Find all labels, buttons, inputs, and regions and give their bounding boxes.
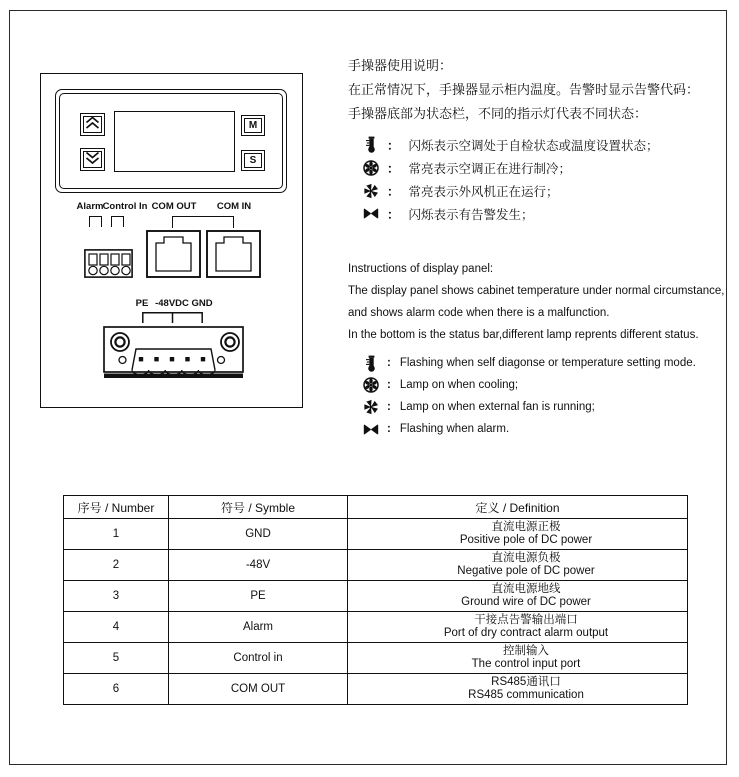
en-line-1: The display panel shows cabinet temperature under normal circumstance, (348, 285, 725, 297)
table-row (64, 674, 688, 705)
cell-definition (348, 581, 688, 612)
alarm-icon (363, 208, 379, 219)
legend-row (348, 396, 728, 418)
definition-en: Positive pole of DC power (459, 534, 593, 546)
legend-text: 常亮表示外风机正在运行； (408, 184, 559, 199)
cell-number: 1 (64, 519, 169, 550)
definition-cn: 直流电源地线 (491, 582, 561, 595)
definition-cn: 干接点告警输出端口 (474, 613, 578, 626)
legend-text: Flashing when alarm. (399, 423, 510, 435)
alarm-bracket (89, 216, 102, 227)
legend-row (348, 374, 728, 396)
cell-symbol: COM OUT (169, 674, 348, 705)
cell-definition (348, 643, 688, 674)
cell-number: 3 (64, 581, 169, 612)
legend-row (348, 418, 728, 440)
control-in-port-label: Control In (102, 201, 148, 212)
cell-definition (348, 612, 688, 643)
s-button-label: S (249, 155, 257, 166)
separator: : (387, 357, 391, 369)
legend-text: 闪烁表示空调处于自检状态或温度设置状态； (408, 138, 659, 153)
terminal-block-connector (84, 249, 133, 278)
cell-definition (348, 674, 688, 705)
table-row (64, 519, 688, 550)
cell-number: 2 (64, 550, 169, 581)
power-pins-bracket (142, 312, 203, 323)
legend-row (348, 156, 728, 179)
legend-row (348, 179, 728, 202)
gnd-label: GND (191, 298, 213, 309)
separator: : (387, 423, 391, 435)
definition-en: Negative pole of DC power (457, 565, 595, 577)
header-number: 序号 / Number (64, 496, 169, 519)
cell-definition (348, 550, 688, 581)
legend-row (348, 202, 728, 225)
cell-number: 6 (64, 674, 169, 705)
com-out-port-label: COM OUT (151, 201, 197, 212)
power-connector (103, 326, 244, 379)
separator: ： (387, 207, 400, 222)
en-status-legend (348, 352, 728, 440)
down-button (80, 148, 105, 171)
table-header-row (64, 496, 688, 519)
legend-text: Lamp on when cooling; (399, 379, 519, 391)
cn-line-2: 手操器底部为状态栏，不同的指示灯代表不同状态： (348, 106, 648, 121)
definition-en: The control input port (471, 658, 581, 670)
chevron-up-icon (84, 116, 101, 133)
cell-symbol: -48V (169, 550, 348, 581)
cn-line-1: 在正常情况下，手操器显示柜内温度。告警时显示告警代码： (348, 82, 700, 97)
cn-title: 手操器使用说明： (348, 58, 453, 73)
definition-cn: 直流电源负极 (491, 551, 561, 564)
en-title: Instructions of display panel: (348, 263, 494, 275)
cell-number: 4 (64, 612, 169, 643)
terminal-definition-table (63, 495, 688, 705)
thermometer-icon (363, 355, 379, 372)
cell-number: 5 (64, 643, 169, 674)
snowflake-icon (363, 377, 379, 393)
lcd-display (114, 111, 235, 172)
cell-symbol: GND (169, 519, 348, 550)
s-button (241, 150, 265, 171)
com-in-port-label: COM IN (216, 201, 252, 212)
definition-cn: 直流电源正极 (491, 520, 561, 533)
separator: ： (387, 161, 400, 176)
definition-en: RS485 communication (468, 689, 584, 701)
thermometer-icon (363, 136, 379, 153)
cn-status-legend (348, 133, 728, 225)
en-line-2: and shows alarm code when there is a malfunction. (348, 307, 610, 319)
definition-en: Port of dry contract alarm output (443, 627, 609, 639)
device-diagram (40, 73, 303, 408)
table-row (64, 643, 688, 674)
neg48-label: -48VDC (155, 298, 189, 309)
definition-en: Ground wire of DC power (461, 596, 591, 608)
en-line-3: In the bottom is the status bar,different lamp reprents different status. (348, 329, 699, 341)
table-row (64, 581, 688, 612)
snowflake-icon (363, 160, 379, 176)
cn-instructions (348, 54, 728, 126)
control-in-bracket (111, 216, 124, 227)
table-row (64, 612, 688, 643)
alarm-icon (363, 424, 379, 435)
separator: : (387, 401, 391, 413)
cell-symbol: Control in (169, 643, 348, 674)
definition-cn: RS485通讯口 (491, 675, 561, 688)
m-button (241, 115, 265, 136)
alarm-port-label: Alarm (76, 201, 104, 212)
cell-symbol: Alarm (169, 612, 348, 643)
fan-icon (363, 183, 379, 199)
legend-text: 闪烁表示有告警发生； (408, 207, 534, 222)
legend-text: Flashing when self diagonse or temperature setting mode. (399, 357, 696, 369)
cell-definition (348, 519, 688, 550)
separator: ： (387, 184, 400, 199)
display-panel-bezel (55, 89, 287, 193)
cell-symbol: PE (169, 581, 348, 612)
up-button (80, 113, 105, 136)
legend-text: 常亮表示空调正在进行制冷； (408, 161, 572, 176)
en-instructions (348, 258, 732, 346)
definition-cn: 控制输入 (503, 644, 549, 657)
legend-row (348, 133, 728, 156)
table-row (64, 550, 688, 581)
pe-label: PE (135, 298, 149, 309)
separator: ： (387, 138, 400, 153)
fan-icon (363, 399, 379, 415)
header-definition: 定义 / Definition (348, 496, 688, 519)
com-out-jack (146, 230, 201, 278)
m-button-label: M (248, 120, 258, 131)
com-in-jack (206, 230, 261, 278)
separator: : (387, 379, 391, 391)
legend-text: Lamp on when external fan is running; (399, 401, 595, 413)
legend-row (348, 352, 728, 374)
com-ports-bracket (172, 216, 234, 228)
chevron-down-icon (84, 151, 101, 168)
header-symbol: 符号 / Symble (169, 496, 348, 519)
